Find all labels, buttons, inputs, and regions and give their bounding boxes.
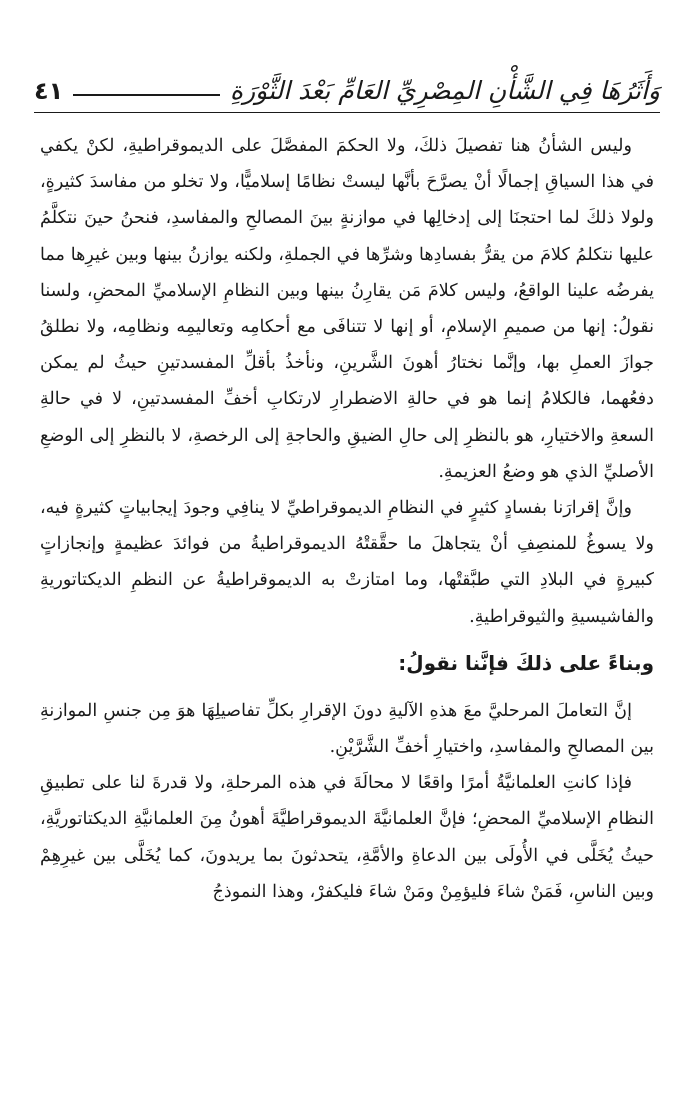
paragraph: إنَّ التعاملَ المرحليَّ معَ هذهِ الآليةِ دونَ الإقرارِ بكلِّ تفاصيلِهَا هوَ مِن جنسِ الموازنةِ بين المصالحِ والمفاسدِ، واختيارِ أخفِّ الشَّرَّيْنِ. [40, 700, 654, 758]
header-rule [73, 94, 220, 96]
header-divider [34, 112, 660, 113]
paragraph: فإذا كانتِ العلمانيَّةُ أمرًا واقعًا لا محالَةَ في هذه المرحلةِ، ولا قدرةَ لنا على تطبيقِ النظامِ الإسلاميِّ المحضِ؛ فإنَّ العلمانيَّةَ الديموقراطيَّةَ أهونُ مِنَ العلمانيَّةِ الديكتاتوريَّةِ، حيثُ يُخَلَّى في الأُولَى بين الدعاةِ والأمَّةِ، يتحدثونَ بما يريدونَ، كما يُخَلَّى بين غيرِهِمْ وبين الناسِ، فَمَنْ شاءَ فليؤمِنْ ومَنْ شاءَ فليكفرْ، وهذا النموذجُ [40, 773, 654, 902]
subheading: وبناءً على ذلكَ فإنَّنا نقولُ: [398, 650, 654, 675]
running-title: وَأَثَرُهَا فِي الشَّأْنِ المِصْرِيِّ العَامِّ بَعْدَ الثَّوْرَةِ [230, 76, 660, 105]
page-header [34, 62, 660, 110]
paragraph: وليس الشأنُ هنا تفصيلَ ذلكَ، ولا الحكمَ المفصَّلَ على الديموقراطيةِ، لكنْ يكفي في هذا السياقِ إجمالًا أنْ يصرَّحَ بأنَّها ليستْ نظامًا إسلاميًّا، ولا تخلو من مفاسدَ كثيرةٍ، ولولا ذلكَ لما احتجنَا إلى إدخالِها في موازنةٍ بينَ المصالحِ والمفاسدِ، فنحنُ حينَ نتكلَّمُ عليها نتكلمُ كلامَ من يقرُّ بفسادِها وشرِّها في الجملةِ، ولكنه يوازنُ بينها وبين غيرِها مما يفرضُه علينا الواقعُ، وليس كلامَ مَن يقارِنُ بينها وبين النظامِ الإسلاميِّ المحضِ، ولسنا نقولُ: إنها من صميمِ الإسلامِ، أو إنها لا تتنافَى مع أحكامِه وتعاليمِه ونظامِه، ولا نطلقُ جوازَ العملِ بها، وإنَّما نختارُ أهونَ الشَّرينِ، ونأخذُ بأقلِّ المفسدتينِ حيثُ لم يمكن دفعُهما، فالكلامُ إنما هو في حالةِ الاضطرارِ لارتكابِ أخفِّ المفسدتينِ، لا في حالةِ السعةِ والاختيارِ، هو بالنظرِ إلى حالِ الضيقِ والحاجةِ إلى الرخصةِ، لا بالنظرِ إلى الوضعِ الأصليِّ الذي هو وضعُ العزيمةِ. [40, 136, 654, 482]
page-number: ٤١ [34, 77, 64, 106]
paragraph: وإنَّ إقرارَنا بفسادٍ كثيرٍ في النظامِ الديموقراطيِّ لا ينافِي وجودَ إيجابياتٍ كثيرةٍ فيه، ولا يسوغُ للمنصِفِ أنْ يتجاهلَ ما حقَّقتْهُ الديموقراطيةُ من فوائدَ عظيمةٍ وإنجازاتٍ كبيرةٍ في البلادِ التي طبَّقتْها، وما امتازتْ به الديموقراطيةُ عن النظمِ الديكتاتوريةِ والفاشيسيةِ والثيوقراطيةِ. [40, 498, 654, 627]
body-text [40, 128, 654, 910]
